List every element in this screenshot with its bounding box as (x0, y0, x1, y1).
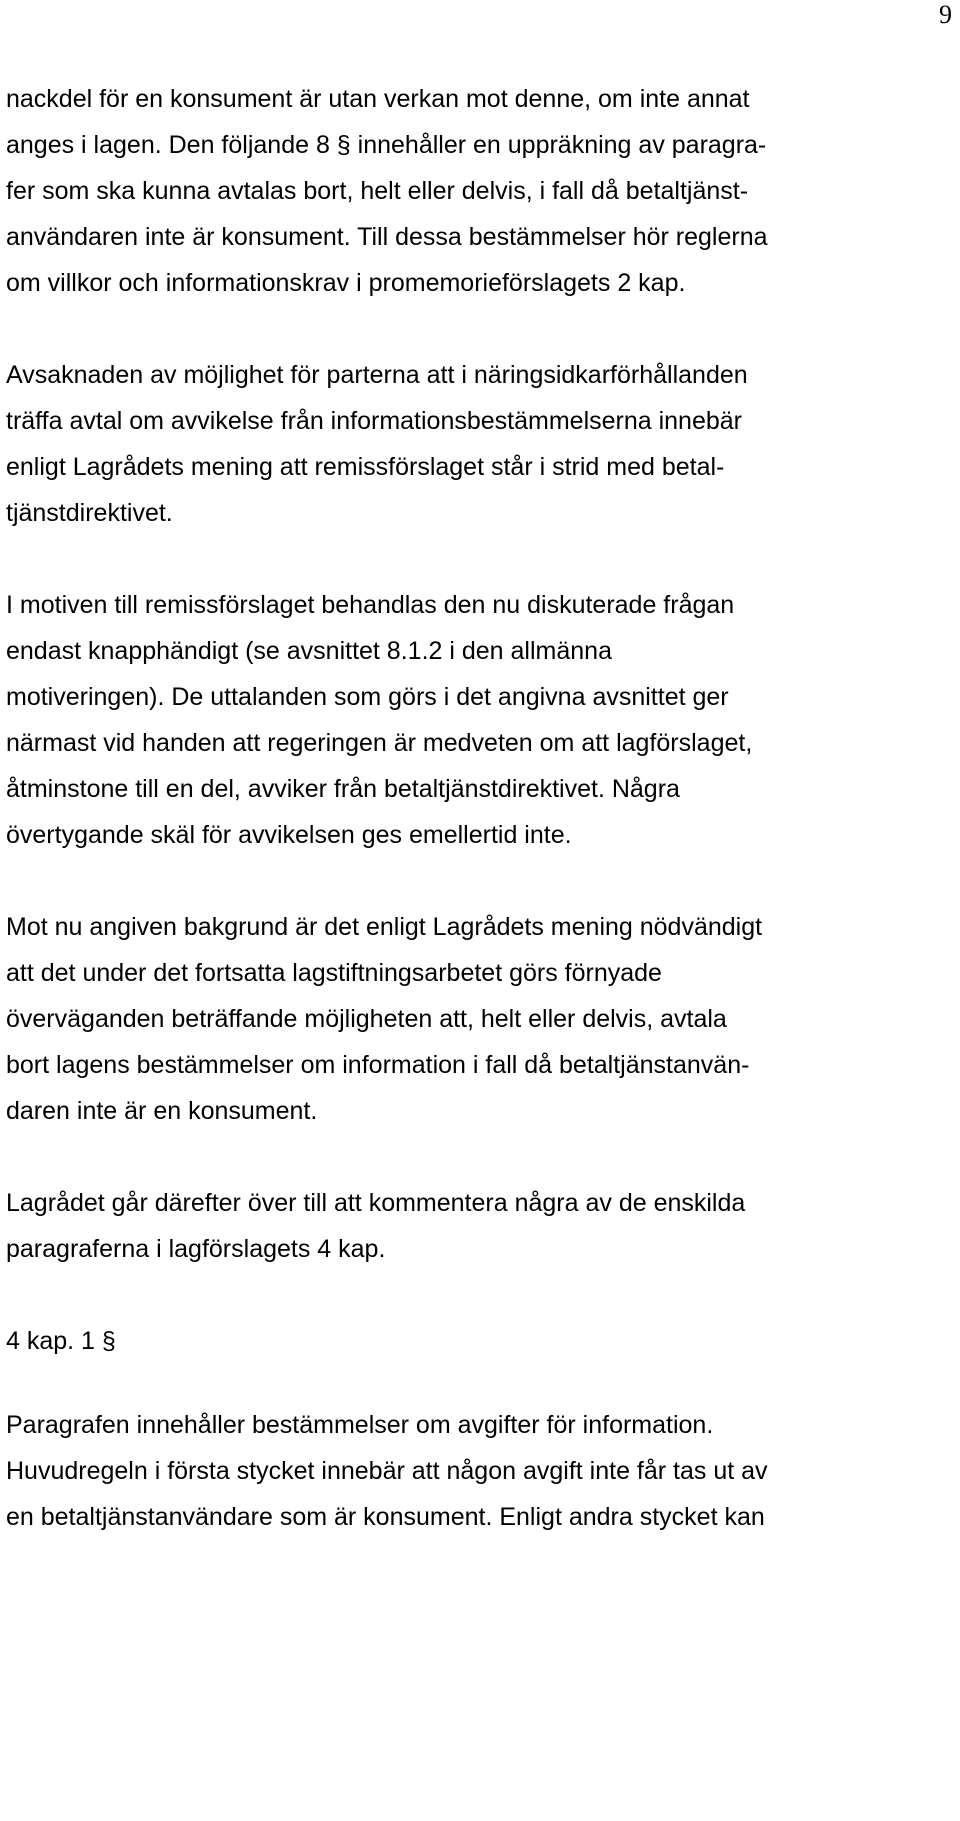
paragraph (6, 1180, 956, 1272)
text-line: endast knapphändigt (se avsnittet 8.1.2 i den allmänna (6, 637, 612, 665)
text-line: nackdel för en konsument är utan verkan mot denne, om inte annat (6, 85, 750, 113)
text-line: Mot nu angiven bakgrund är det enligt Lagrådets mening nödvändigt (6, 913, 763, 941)
text-line: fer som ska kunna avtalas bort, helt eller delvis, i fall då betaltjänst- (6, 177, 749, 205)
text-line: en betaltjänstanvändare som är konsument. Enligt andra stycket kan (6, 1503, 765, 1531)
page-number: 9 (939, 0, 952, 29)
text-line: att det under det fortsatta lagstiftningsarbetet görs förnyade (6, 959, 662, 987)
paragraph (6, 352, 956, 536)
paragraph-spacer (6, 858, 956, 904)
paragraph-spacer (6, 306, 956, 352)
paragraph-spacer (6, 1364, 956, 1402)
text-line: övertygande skäl för avvikelsen ges emellertid inte. (6, 821, 572, 849)
paragraph (6, 904, 956, 1134)
text-line: om villkor och informationskrav i promemorieförslagets 2 kap. (6, 269, 686, 297)
paragraph (6, 1402, 956, 1540)
document-body (6, 76, 956, 1540)
text-line: 4 kap. 1 § (6, 1327, 116, 1355)
paragraph-spacer (6, 1272, 956, 1318)
text-line: I motiven till remissförslaget behandlas den nu diskuterade frågan (6, 591, 735, 619)
text-line: motiveringen). De uttalanden som görs i det angivna avsnittet ger (6, 683, 729, 711)
section-heading (6, 1318, 956, 1364)
paragraph (6, 76, 956, 306)
text-line: anges i lagen. Den följande 8 § innehåller en uppräkning av paragra- (6, 131, 767, 159)
text-line: daren inte är en konsument. (6, 1097, 318, 1125)
text-line: användaren inte är konsument. Till dessa bestämmelser hör reglerna (6, 223, 768, 251)
text-line: Avsaknaden av möjlighet för parterna att i näringsidkarförhållanden (6, 361, 748, 389)
text-line: enligt Lagrådets mening att remissförslaget står i strid med betal- (6, 453, 725, 481)
paragraph-spacer (6, 1134, 956, 1180)
text-line: närmast vid handen att regeringen är medveten om att lagförslaget, (6, 729, 753, 757)
text-line: Paragrafen innehåller bestämmelser om avgifter för information. (6, 1411, 714, 1439)
paragraph-spacer (6, 536, 956, 582)
text-line: träffa avtal om avvikelse från informationsbestämmelserna innebär (6, 407, 742, 435)
text-line: åtminstone till en del, avviker från betaltjänstdirektivet. Några (6, 775, 680, 803)
text-line: tjänstdirektivet. (6, 499, 173, 527)
paragraph (6, 582, 956, 858)
text-line: bort lagens bestämmelser om information i fall då betaltjänstanvän- (6, 1051, 750, 1079)
text-line: Lagrådet går därefter över till att kommentera några av de enskilda (6, 1189, 746, 1217)
text-line: paragraferna i lagförslagets 4 kap. (6, 1235, 386, 1263)
text-line: Huvudregeln i första stycket innebär att någon avgift inte får tas ut av (6, 1457, 768, 1485)
text-line: överväganden beträffande möjligheten att, helt eller delvis, avtala (6, 1005, 727, 1033)
